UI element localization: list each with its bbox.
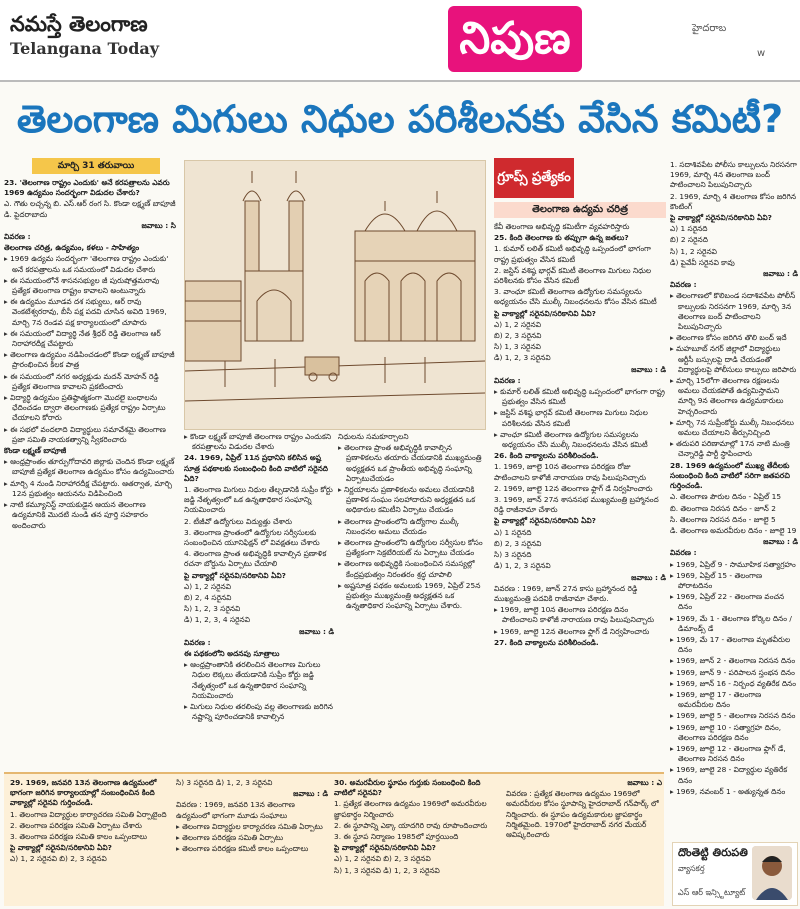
list-item: ▸ 1969, ఏప్రిల్ 9 - సామూహిక సత్యాగ్రహం (670, 560, 798, 570)
statement: 2. ఈ స్థూపాన్ని ఎక్కా యాదగిరి రావు రూపొందించారు (334, 820, 488, 830)
text-line: నిధులను సమకూర్చాలని (338, 432, 409, 441)
answer: జవాబు : డి (763, 269, 798, 279)
question-prompt: పై వాక్యాల్లో సరైనవి/సరికానివి ఏవి? (670, 213, 772, 223)
statement: 2. 1969, మార్చి 4 తెలంగాణ కోసం జరిగిన కౌంటింగ్ (670, 191, 797, 211)
option: సి) 3 సరైనది (494, 550, 532, 560)
answer: జవాబు : సి (141, 220, 176, 230)
list-item: ▸ 1969, జూలై 17 - తెలంగాణ అమరవీరుల దినం (670, 690, 798, 710)
option: ఎ) 1, 2 సరైనవి బి) 2, 3 సరైనవి (10, 854, 107, 864)
column-1 (4, 178, 176, 770)
list-item: ▸ ఈ సభలో వందలాది విద్యార్థులు సమావేశమై తెలంగాణ ప్రజా సమితి నాయకత్వాన్ని స్వీకరించారు (4, 425, 176, 445)
list-item: ▸ జస్టిస్ వశిష్ఠ భార్గవ్ కమిటీ తెలంగాణ మిగులు నిధుల పరిశీలనకు వేసిన కమిటీ (494, 408, 666, 428)
list-item: ▸ 1969, జూలై 28 - విద్యార్థుల వ్యతిరేక దినం (670, 765, 798, 785)
list-item: ▸ 1969, జూలై 10న తెలంగాణ పరిరక్షణ దినం పాటించాలని కాళోజీ నారాయణ రావు పిలుపునిచ్చారు (494, 605, 666, 625)
list-item: ▸ తెలంగాణ ప్రాంతంలోని ఉద్యోగాల ముల్కీ నిబంధనల అమలు చేయడం (338, 517, 484, 537)
explanation: వివరణ : ప్రత్యేక తెలంగాణ ఉద్యమం 1969లో అమరవీరుల కోసం స్థూపాన్ని హైదరాబాద్ గన్‌పార్క్ లో నిర్మించారు. ఈ స్థూపం ఉద్యమకారుల జ్ఞాపకార్థం నిర్మితమైంది. 1970లో హైదరాబాద్ నగర మేయర్ ఆవిష్కరించారు (506, 789, 659, 840)
option: డి) 1, 2, 3 సరైనవి (494, 561, 551, 571)
option: బి) 2, 3 సరైనవి (494, 331, 542, 341)
author-role: వ్యాసకర్త (678, 864, 705, 873)
question-prompt: పై వాక్యాల్లో సరైనవి/సరికానివి ఏవి? (494, 308, 596, 318)
option: డి) 1, 2, 3, 4 సరైనవి (184, 615, 250, 625)
list-item: ▸ తెలంగాణ కోసం జరిగిన తొలి బంద్ ఇదే (670, 333, 798, 343)
statement: 2. జస్టిస్ వశిష్ఠ భార్గవ్ కమిటీ తెలంగాణ మిగులు నిధుల పరిశీలనకు కోసం వేసిన కమిటీ (494, 265, 652, 286)
subheading: కొండా లక్ష్మణ్ బాపూజీ (4, 446, 67, 456)
option: బి) 2, 3 సరైనవి (494, 538, 542, 548)
list-item: ▸ ఆంధ్రప్రాంతం తూర్పుగోదావరి జిల్లాకు చెందిన కొండా లక్ష్మణ్ బాపూజీ ప్రత్యేక తెలంగాణ ఉద్యమం కోసం ఉద్యమించారు (4, 457, 176, 477)
question-24: 24. 1969, ఏప్రిల్ 11న ప్రధానిని కలిసిన అష్ట సూత్ర పథకాలకు సంబంధించి కింది వాటిలో సరైనది ఏది? (184, 453, 328, 483)
sketch-art (185, 161, 485, 429)
list-item: ▸ 1969, మే 1 - తెలంగాణ కోర్కెల దినం / డిమాండ్స్ డే (670, 614, 798, 634)
answer: జవాబు : డి (763, 537, 798, 547)
section-logo: నిపుణ (448, 6, 582, 72)
statement: 1. తెలంగాణ విద్యార్థుల కార్యాచరణ సమితి ఏర్పాటైంది (10, 809, 167, 819)
list-item: ▸ కొండా లక్ష్మణ్ బాపూజీ తెలంగాణ రాష్ట్రం ఎందుకని కరపత్రాలను విడుదల చేశారు (184, 432, 334, 452)
list-item: ▸ 1969, జూలై 12 - తెలంగాణ ఫ్లాగ్ డే, తెలంగాణ నిరసన దినం (670, 744, 798, 764)
avatar (752, 846, 792, 900)
section-title: తెలంగాణ ఉద్యమ చరిత్ర (494, 202, 666, 218)
explanation: వివరణ : 1969, జనవరి 13న తెలంగాణ ఉద్యమంలో భాగంగా మూడు సంఘాలు (176, 800, 295, 820)
question-25: 25. కింది తెలంగాణ కు తప్పుగా ఉన్న జతలు? (494, 233, 629, 243)
statement: 3. ఈ స్థూప నిర్మాణం 1985లో పూర్తయింది (334, 832, 459, 842)
column-4 (494, 222, 666, 770)
option: డి) పైవేవీ సరైనవి కావు (670, 257, 735, 267)
list-item: ▸ ఈ సమయంలో విద్యార్థి నేత శ్రీధర్ రెడ్డి తెలంగాణ ఆర్ నిరాహారదీక్ష చేపట్టారు (4, 329, 176, 349)
charminar-sketch-illustration (184, 160, 486, 430)
list-item: ▸ 1969, మే 17 - తెలంగాణ మృతవీరుల దినం (670, 635, 798, 655)
option: ఎ) 1, 2 సరైనవి (494, 319, 541, 329)
subheading: ఈ పథకంలోని అదనపు సూత్రాలు (184, 649, 280, 659)
list-item: ▸ మార్చి 4 నుండి నిరాహారదీక్ష చేపట్టారు. ఆతర్వాత, మార్చి 12న ప్రభుత్వం ఆయనను విడిపించింది (4, 479, 176, 499)
bottom-column-3 (334, 778, 502, 902)
author-institute: ఎస్ ఆర్ ఇన్స్టిట్యూట్ (678, 888, 746, 897)
option: సి) 1, 3 సరైనవి డి) 1, 2, 3 సరైనవి (334, 865, 440, 875)
question-30: 30. అమరవీరుల స్థూపం గుర్తుకు సంబంధించి కింది వాటిలో సరైనవి? (334, 778, 481, 798)
list-item: ▸ తదుపరి పరిణామాల్లో 17న నాటి మంత్రి చెన్నారెడ్డి పార్టీ స్థాపించారు (670, 439, 798, 459)
option: సి) 1, 2, 3 సరైనవి (184, 604, 241, 614)
answer: జవాబు : డి (299, 626, 334, 636)
option: బి) 2, 4 సరైనవి (184, 593, 232, 603)
list-item: ▸ తెలంగాణ విద్యార్థుల కార్యాచరణ సమితి ఏర్పాటు (176, 822, 328, 832)
statement: 1. తెలంగాణ మిగులు నిధుల తేల్చడానికి సుప్రీం కోర్టు జడ్జి నేతృత్వంలో ఒక ఉన్నతాధికార సంఘాన్ని నియమించారు (184, 485, 333, 515)
option: డి. తెలంగాణ అమరవీరుల దినం - జూలై 19 (670, 525, 797, 535)
option: సి. తెలంగాణ నిరసన దినం - జూలై 5 (670, 514, 776, 524)
statement: 1. ప్రత్యేక తెలంగాణ ఉద్యమం 1969లో అమరవీరుల జ్ఞాపకార్థం నిర్మించారు (334, 799, 487, 819)
subheading: తెలంగాణ చరిత్ర, ఉద్యమం, కళలు - సాహిత్యం (4, 243, 140, 253)
list-item: ▸ తెలంగాణ ప్రాంతంలోని ఉద్యోగుల సర్వీసుల కోసం ప్రత్యేకంగా సెక్రటేరియట్ ను ఏర్పాటు చేయడం (338, 538, 484, 558)
edition-label: హైదరాబ (692, 23, 727, 34)
list-item: ▸ మిగులు నిధుల తరలింపు వల్ల తెలంగాణకు జరిగిన నష్టాన్ని పూరించడానికి కావాల్సిన (184, 702, 334, 722)
explanation-label: వివరణ : (4, 232, 31, 242)
question-29: 29. 1969, జనవరి 13న తెలంగాణ ఉద్యమంలో భాగంగా జరిగిన కార్యాలయాల్లో సంబంధించిన కింది వాక్యాల్లో సరైనవి గుర్తించండి. (10, 778, 157, 808)
question-23-options: ఎ. గౌతు లచ్చన్న బి. ఎస్.ఆర్ రంగ సి. కొండా లక్ష్మణ్ బాపూజీ డి. పైదరాబాదు (4, 199, 176, 219)
continuation-badge: మార్చి 31 తరువాయి (32, 158, 160, 174)
option: బి) 2 సరైనది (670, 235, 708, 245)
masthead-divider (0, 80, 800, 82)
list-item: ▸ 1969, ఏప్రిల్ 22 - తెలంగాణ వంచన దినం (670, 592, 798, 612)
list-item: ▸ ఈ ఉద్యమం మూడవ దశ సభ్యులు, ఆర్ రావు వెంకటేశ్వరరావు, బీసీ పక్ష పదవి చూసిన అవిది 1969, మార్చి 7న రెండవ పక్ష కార్యాలయంలో చూపారు (4, 297, 176, 328)
list-item: ▸ 1969, ఏప్రిల్ 15 - తెలంగాణ పోరాటదినం (670, 571, 798, 591)
list-item: ▸ కుమార్ లలిత్ కమిటీ అభివృద్ధి ఒప్పందంలో భాగంగా రాష్ట్ర ప్రభుత్వం వేసిన కమిటీ (494, 387, 666, 407)
bottom-column-2 (176, 778, 328, 902)
statement: 3. వాంఛూ కమిటీ తెలంగాణ ఉద్యోగుల సమస్యలను అధ్యయనం చేసి ముల్కీ నిబంధనలను కోసం వేసిన కమిటీ (494, 287, 657, 307)
question-27: 27. కింది వాక్యాలను పరిశీలించండి. (494, 637, 599, 647)
option: ఎ) 1 సరైనది (494, 527, 532, 537)
list-item: ▸ వాంఛూ కమిటీ తెలంగాణ ఉద్యోగుల సమస్యలను అధ్యయనం చేసి ముల్కీ నిబంధనలను వేసిన కమిటీ (494, 430, 666, 450)
explanation-label: వివరణ : (184, 637, 211, 647)
question-prompt: పై వాక్యాల్లో సరైనవి/సరికానివి ఏవి? (10, 843, 112, 853)
question-prompt: పై వాక్యాల్లో సరైనవి/సరికానివి ఏవి? (184, 570, 286, 580)
question-23: 23. 'తెలంగాణ రాష్ట్రం ఎందుకు' అనే కరపత్రాలను ఎవరు 1969 ఉద్యమం సందర్భంగా విడుదల చేశారు? (4, 178, 170, 198)
list-item: ▸ ఆంధ్రప్రాంతానికి తరలించిన తెలంగాణ మిగులు నిధుల లెక్కలు తేయడానికి సుప్రీం కోర్టు జడ్జి నేతృత్వంలో ఒక ఉన్నతాధికార సంఘాన్ని నియమించారు (184, 660, 334, 701)
answer: జవాబు : డి (293, 789, 328, 799)
list-item: ▸ తెలంగాణ పరిరక్షణ కమిటీ కాలం ఒప్పందాలు (176, 844, 328, 854)
list-item: ▸ అష్టసూత్ర పథకం అమలుకు 1969, ఏప్రిల్ 25న ప్రభుత్వం ముఖ్యమంత్రి అధ్యక్షతన ఒక ఉన్నతాధికార సంఘాన్ని ఏర్పాటు చేశారు. (338, 581, 484, 612)
list-item: ▸ మార్చి 15లోగా తెలంగాణ రక్షణలను అమలు చేయకపోతే ఉద్యమిస్తామని మార్చి 9న తెలంగాణ ఉద్యమకారులు హెచ్చరించారు (670, 376, 798, 417)
list-item: ▸ తెలంగాణ పరిరక్షణ సమితి ఏర్పాటు (176, 833, 328, 843)
person-icon (752, 846, 792, 900)
explanation-label: వివరణ : (494, 375, 521, 385)
bottom-column-4 (506, 778, 662, 902)
statement: 1. సదాశివపేట పోలీసు కాల్పులను నిరసనగా 1969, మార్చి 4న తెలంగాణ బంద్ పాటించాలని పిలుపునిచ్చారు (670, 160, 797, 190)
list-item: ▸ నిర్ణయాలను ప్రణాళికలను అమలు చేయడానికి ప్రణాళిక సంఘం సలహాదారుని అధ్యక్షతన ఒక అధికారుల కమిటీని ఏర్పాటు చేయడం (338, 485, 484, 516)
page-title: తెలంగాణ మిగులు నిధుల పరిశీలనకు వేసిన కమిటీ? (16, 97, 784, 141)
statement: 1. 1969, జూలై 10న తెలంగాణ పరిరక్షణ రోజు పాటించాలని కాళోజీ నారాయణ రావు పిలుపునిచ్చారు (494, 462, 647, 482)
list-item: ▸ తెలంగాణ ప్రాంత అభివృద్ధికి కావాల్సిన ప్రణాళికలను తయారు చేయడానికి ముఖ్యమంత్రి అధ్యక్షతన ఒక ప్రాంతీయ అభివృద్ధి సంఘాన్ని ఏర్పాటుచేయడం (338, 443, 484, 484)
option: ఎ) 1 సరైనది (670, 224, 708, 234)
text-line: కేవీ తెలంగాణ అభివృద్ధి కమిటీగా వ్యవహరిస్తారు (494, 222, 630, 231)
explanation: వివరణ : 1969, జూన్ 27న కాసు బ్రహ్మానంద రెడ్డి ముఖ్యమంత్రి పదవికి రాజీనామా చేశారు. (494, 583, 638, 603)
option: బి. తెలంగాణ నిరసన దినం - జూన్ 2 (670, 503, 776, 513)
option: సి) 1, 3 సరైనవి (494, 342, 541, 352)
statement: 1. కుమార్ లలిత్ కమిటీ అభివృద్ధి ఒప్పందంలో భాగంగా రాష్ట్ర ప్రభుత్వం వేసిన కమిటీ (494, 244, 651, 264)
author-name: దొంతెట్టి తిరుపతి (678, 846, 748, 859)
list-item: ▸ ఈ సమయంలోనే శాసనసభ్యుల జీ పురుషోత్తమరావు ప్రత్యేక తెలంగాణ రాష్ట్రం కావాలని అంటున్నారు (4, 276, 176, 296)
answer: జవాబు : డి (631, 572, 666, 582)
list-item: ▸ మహబూబ్ నగర్ జిల్లాలో విద్యార్థులు ఆర్టీసీ బస్సులపై దాడి చేయడంతో విద్యార్థులపై పోలీసులు కాల్పులు జరిపారు (670, 344, 798, 375)
list-item: ▸ విద్యార్థి ఉద్యమం ప్రతిష్ఠాత్మకంగా మొదలై బంధాలను ఛేదించడం ద్వారా తెలంగాణకు ప్రత్యేక రాష్ట్రం ఏర్పాటు చేయాలని కోరారు (4, 393, 176, 424)
list-item: ▸ 1969, జూన్ 9 - పరిపాలన స్తంభన దినం (670, 668, 798, 678)
groups-special-banner: గ్రూప్స్ ప్రత్యేకం (494, 158, 574, 198)
question-prompt: పై వాక్యాల్లో సరైనవి/సరికానివి ఏవి? (494, 516, 596, 526)
question-28: 28. 1969 ఉద్యమంలో ముఖ్య తేదీలకు సంబంధించి కింది వాటిలో సరిగా జతపరచి గుర్తించండి. (670, 460, 790, 491)
list-item: ▸ మార్చి 7న సుప్రీంకోర్టు ముల్కీ నిబంధనలు అమలు చేయాలని తీర్పునిచ్చింది (670, 418, 798, 438)
option: సి) 1, 2 సరైనవి (670, 246, 717, 256)
brand-english: Telangana Today (10, 39, 160, 58)
list-item: ▸ 1969, జూలై 10 - సత్యాగ్రహ దినం, తెలంగాణ పరిరక్షణ దినం (670, 723, 798, 743)
list-item: ▸ 1969 ఉద్యమ సందర్భంగా 'తెలంగాణ రాష్ట్రం ఎందుకు' అనే కరపత్రాలను ఒక సమయంలో విడుదల చేశారు (4, 254, 176, 274)
list-item: ▸ ఈ సమయంలో నగర అధ్యక్షుడు మదన్ మోహన్ రెడ్డి ప్రత్యేక తెలంగాణ కావాలని ప్రకటించారు (4, 372, 176, 392)
option: సి) 3 సరైనది డి) 1, 2, 3 సరైనవి (176, 778, 273, 787)
brand-telugu: నమస్తే తెలంగాణ (10, 12, 148, 36)
answer: జవాబు : ఎ (627, 778, 662, 787)
explanation-label: వివరణ : (670, 280, 697, 290)
question-26: 26. కింది వాక్యాలను పరిశీలించండి. (494, 451, 599, 461)
statement: 2. తెలంగాణ పరిరక్షణ సమితి ఏర్పాటు చేశారు (10, 820, 142, 830)
list-item: ▸ 1969, జూన్ 16 - నిర్బంధ వ్యతిరేక దినం (670, 679, 798, 689)
list-item: ▸ తెలంగాణ అభివృద్ధికి సంబంధించిన సమస్యల్లో కేంద్రప్రభుత్వం నిరంతరం శ్రద్ధ చూపాలి (338, 559, 484, 579)
list-item: ▸ తెలంగాణలో కొలిబండ సదాశివపేట పోలీస్ కాల్పులకు నిరసనగా 1969, మార్చి 3న తెలంగాణ బంద్ పాటించాలని పిలుపునిచ్చారు (670, 291, 798, 332)
statement: 3. 1969, జూన్ 27న శాసనసభ ముఖ్యమంత్రి బ్రహ్మానంద రెడ్డి రాజీనామా చేశారు (494, 495, 659, 515)
statement: 3. తెలంగాణ పరిరక్షణ సమితి కాలం ఒప్పందాలు (10, 832, 147, 842)
column-2 (184, 432, 334, 770)
list-item: ▸ 1969, నవంబర్ 1 - అత్యున్నత దినం (670, 787, 798, 797)
column-3 (338, 432, 484, 770)
question-prompt: పై వాక్యాల్లో సరైనవి/సరికానివి ఏవి? (334, 843, 436, 853)
web-label: w (757, 48, 766, 59)
list-item: ▸ నాటి కమ్యూనిస్ట్ నాయకుడైన ఆయన తెలంగాణ ఉద్యమానికి మొదటి నుండి తన పూర్తి సహకారం అందించారు (4, 500, 176, 531)
explanation-label: వివరణ : (670, 548, 697, 558)
statement: 2. టీజీవో ఉద్యోగులు విద్యుత్తు చేశారు (184, 516, 293, 526)
list-item: ▸ 1969, జూలై 5 - తెలంగాణ నిరసన దినం (670, 711, 798, 721)
option: ఎ) 1, 2 సరైనవి (184, 581, 231, 591)
list-item: ▸ తెలంగాణ ఉద్యమం నడిపించడంలో కొండా లక్ష్మణ్ బాపూజీ ప్రారంభించిన కీలక పాత్ర (4, 350, 176, 370)
option: ఎ) 1, 2 సరైనవి బి) 2, 3 సరైనవి (334, 854, 431, 864)
statement: 3. తెలంగాణ ప్రాంతంలో ఉద్యోగుల సర్వీసులకు సంబంధించిన యూనిఫిక్షన్ లో వివక్షతలు చేశారు (184, 527, 320, 548)
list-item: ▸ 1969, జూలై 12న తెలంగాణ ఫ్లాగ్ డే నిర్వహించారు (494, 627, 666, 637)
answer: జవాబు : డి (631, 364, 666, 374)
list-item: ▸ 1969, జూన్ 2 - తెలంగాణ నిరసన దినం (670, 656, 798, 666)
brand-block (10, 10, 210, 70)
column-5 (670, 160, 798, 840)
option: ఎ. తెలంగాణ పౌరుల దినం - ఏప్రిల్ 15 (670, 492, 782, 502)
statement: 4. తెలంగాణ ప్రాంత అభివృద్ధికి కావాల్సిన ప్రణాళిక రచనా బోర్డును ఏర్పాటు చేయాలి (184, 549, 327, 569)
statement: 2. 1969, జూలై 12న తెలంగాణ ఫ్లాగ్ డే నిర్వహించారు (494, 483, 653, 493)
bottom-column-1 (10, 778, 170, 902)
option: డి) 1, 2, 3 సరైనవి (494, 353, 551, 363)
